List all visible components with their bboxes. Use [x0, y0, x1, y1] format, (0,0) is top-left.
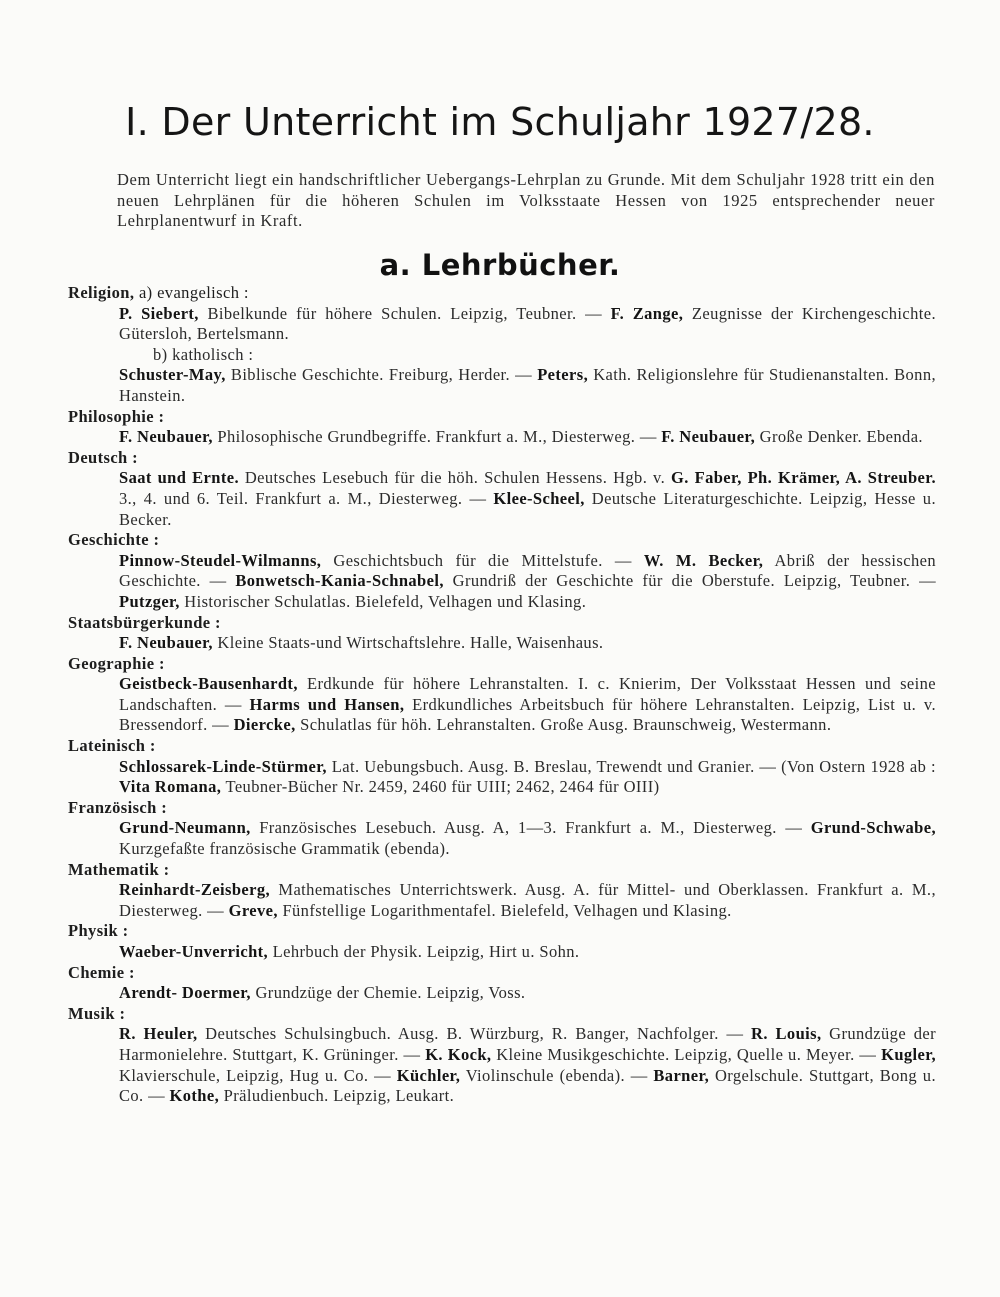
entry-text: Schulatlas für höh. Lehranstalten. Große Ausg. Braunschweig, Westermann. [295, 715, 832, 735]
entry-author: G. Faber, Ph. Krämer, A. Streuber. [671, 468, 937, 488]
entry-text: Geschichtsbuch für die Mittelstufe. — [321, 550, 644, 570]
entry-author: Putzger, [119, 591, 180, 611]
entry-author: Reinhardt-Zeisberg, [119, 880, 271, 900]
entry-author: Greve, [228, 900, 278, 920]
entry-author: Saat und Ernte. [119, 468, 240, 488]
religion-variant-a: a) evangelisch : [138, 283, 249, 302]
entry-musik [119, 1024, 936, 1106]
subject-heading-mathematik: Mathematik : [68, 859, 170, 879]
entry-text: Violinschule (ebenda). — [460, 1065, 654, 1085]
entry-text: Lehrbuch der Physik. Leipzig, Hirt u. Sohn. [268, 942, 580, 961]
entry-text: Deutsches Schulsingbuch. Ausg. B. Würzburg, R. Banger, Nachfolger. — [197, 1024, 752, 1044]
entry-author: Harms und Hansen, [249, 694, 405, 714]
religion-variant-b-block [119, 345, 936, 407]
subject-heading-philosophie: Philosophie : [68, 406, 165, 426]
entry-text: Zeugnisse der Kirchengeschichte. Gütersloh, Bertelsmann. [119, 303, 936, 344]
subject-heading-geschichte: Geschichte : [68, 530, 160, 550]
entry-physik [119, 942, 936, 963]
entry-text: Abriß der hessischen Geschichte. — [119, 550, 936, 591]
entry-author: F. Zange, [610, 303, 684, 323]
entry-author: F. Neubauer, [119, 633, 213, 653]
entry-text: Grundzüge der Harmonielehre. Stuttgart, K. Grüninger. — [119, 1024, 936, 1064]
entry-text: Fünfstellige Logarithmentafel. Bielefeld, Velhagen und Klasing. [277, 900, 732, 920]
entry-text: Große Denker. Ebenda. [755, 427, 923, 447]
entry-author: Grund-Neumann, [119, 818, 251, 838]
subject-heading-physik: Physik : [68, 921, 129, 941]
entry-author: Geistbeck-Bausenhardt, [119, 674, 298, 694]
entry-deutsch [119, 468, 936, 530]
entry-author: R. Heuler, [119, 1024, 198, 1044]
entry-text: Lat. Uebungsbuch. Ausg. B. Breslau, Trewendt und Granier. — (Von Ostern 1928 ab : [326, 756, 936, 776]
entry-author: F. Neubauer, [661, 427, 756, 447]
entry-author: Schlossarek-Linde-Stürmer, [119, 756, 327, 776]
entry-text: Philosophische Grundbegriffe. Frankfurt a. M., Diesterweg. — [212, 427, 662, 447]
entry-religion-katholisch [119, 365, 936, 405]
entry-author: Pinnow-Steudel-Wilmanns, [119, 550, 322, 570]
entry-author: Schuster-May, [119, 365, 226, 385]
subject-heading-deutsch: Deutsch : [68, 447, 139, 467]
subject-heading-lateinisch: Lateinisch : [68, 736, 156, 756]
subject-heading-musik: Musik : [68, 1003, 126, 1023]
entry-text: Präludienbuch. Leipzig, Leukart. [219, 1086, 455, 1106]
entry-author: Peters, [537, 365, 589, 385]
entry-author: Grund-Schwabe, [810, 818, 936, 838]
entry-text: Erdkundliches Arbeitsbuch für höhere Lehranstalten. Leipzig, List u. v. Bressendorf. — [119, 694, 936, 735]
entry-text: Mathematisches Unterrichtswerk. Ausg. A. für Mittel- und Oberklassen. Frankfurt a. M., Diesterweg. — [119, 880, 936, 920]
entry-religion-evangelisch [119, 304, 936, 345]
page-title: I. Der Unterricht im Schuljahr 1927/28. [125, 100, 875, 144]
entry-author: Küchler, [396, 1065, 461, 1085]
entry-philosophie [119, 427, 936, 448]
entry-author: Vita Romana, [119, 777, 222, 797]
intro-paragraph: Dem Unterricht liegt ein handschriftlicher Uebergangs-Lehrplan zu Grunde. Mit dem Schuljahr 1928 tritt ein den neuen Lehrplänen für die höheren Schulen im Volksstaate Hessen von 1925 entsprechender neuer Lehrplanentwurf in Kraft. [117, 170, 935, 230]
subject-heading-chemie: Chemie : [68, 962, 135, 982]
textbook-list [68, 283, 936, 1107]
entry-lateinisch [119, 757, 936, 798]
entry-mathematik [119, 880, 936, 921]
entry-author: P. Siebert, [119, 303, 199, 323]
subject-heading-franzoesisch: Französisch : [68, 797, 168, 817]
religion-variant-b: b) katholisch : [153, 344, 254, 364]
entry-text: Teubner-Bücher Nr. 2459, 2460 für UIII; 2462, 2464 für OIII) [221, 777, 660, 797]
entry-text: Erdkunde für höhere Lehranstalten. I. c. Knierim, Der Volksstaat Hessen und seine Landschaften. — [119, 674, 936, 714]
subject-heading-religion: Religion, a) evangelisch : [68, 283, 249, 302]
entry-author: Klee-Scheel, [493, 488, 585, 508]
entry-text: Französisches Lesebuch. Ausg. A, 1—3. Frankfurt a. M., Diesterweg. — [250, 818, 811, 838]
entry-author: R. Louis, [751, 1024, 822, 1044]
entry-text: Deutsches Lesebuch für die höh. Schulen Hessens. Hgb. v. [239, 468, 671, 488]
entry-author: Waeber-Unverricht, [119, 942, 269, 961]
entry-author: F. Neubauer, [119, 427, 213, 447]
entry-text: Grundzüge der Chemie. Leipzig, Voss. [250, 983, 526, 1003]
entry-chemie [119, 983, 936, 1004]
entry-text: Biblische Geschichte. Freiburg, Herder. — [225, 365, 538, 385]
entry-text: Kurzgefaßte französische Grammatik (ebenda). [119, 839, 450, 859]
entry-author: K. Kock, [425, 1044, 492, 1064]
entry-author: Kothe, [169, 1086, 220, 1106]
entry-author: Kugler, [881, 1044, 936, 1064]
entry-author: Bonwetsch-Kania-Schnabel, [235, 571, 444, 591]
entry-geschichte [119, 551, 936, 613]
entry-staatsbuergerkunde [119, 633, 936, 654]
subject-heading-staatsbuergerkunde: Staatsbürgerkunde : [68, 612, 221, 632]
entry-text: Grundriß der Geschichte für die Oberstufe. Leipzig, Teubner. — [443, 571, 937, 591]
entry-author: Barner, [653, 1065, 710, 1085]
entry-author: W. M. Becker, [643, 550, 764, 570]
entry-text: Klavierschule, Leipzig, Hug u. Co. — [119, 1065, 397, 1085]
entry-franzoesisch [119, 818, 936, 859]
entry-geographie [119, 674, 936, 736]
section-title: a. Lehrbücher. [379, 248, 621, 282]
entry-author: Arendt- Doermer, [119, 983, 251, 1003]
entry-text: Bibelkunde für höhere Schulen. Leipzig, Teubner. — [198, 303, 611, 323]
entry-text: Orgelschule. Stuttgart, Bong u. Co. — [119, 1065, 936, 1106]
entry-text: Kleine Staats-und Wirtschaftslehre. Halle, Waisenhaus. [212, 633, 604, 653]
entry-text: 3., 4. und 6. Teil. Frankfurt a. M., Diesterweg. — [119, 488, 494, 508]
subject-heading-geographie: Geographie : [68, 653, 165, 673]
entry-author: Diercke, [233, 715, 296, 735]
entry-text: Kath. Religionslehre für Studienanstalten. Bonn, Hanstein. [119, 365, 936, 405]
entry-text: Deutsche Literaturgeschichte. Leipzig, Hesse u. Becker. [119, 488, 936, 529]
entry-text: Historischer Schulatlas. Bielefeld, Velhagen und Klasing. [179, 591, 587, 611]
entry-text: Kleine Musikgeschichte. Leipzig, Quelle u. Meyer. — [491, 1044, 882, 1064]
